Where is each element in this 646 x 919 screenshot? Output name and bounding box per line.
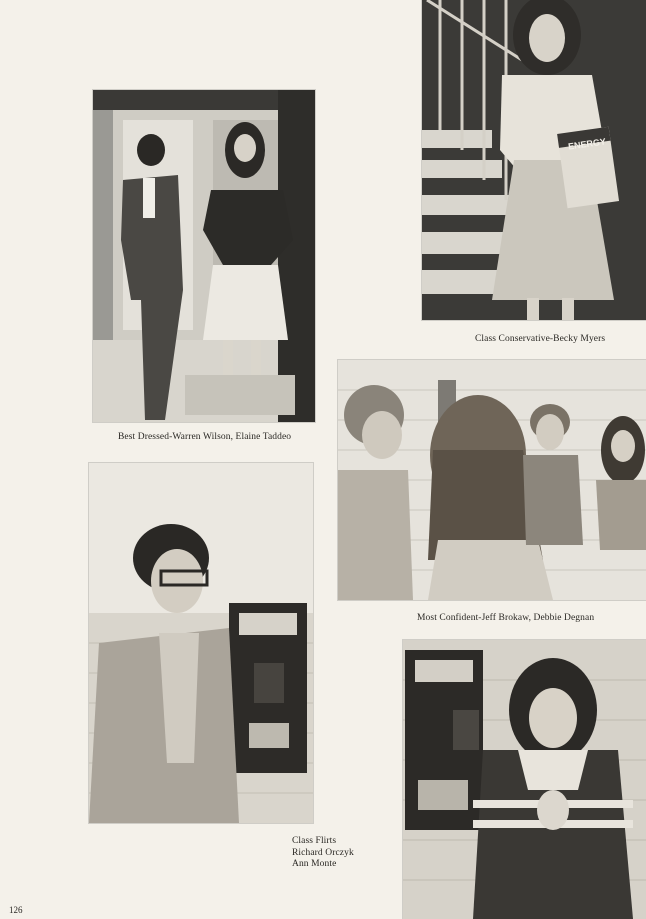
class-flirts-caption-line-3: Ann Monte	[292, 859, 337, 869]
page-number: 126	[9, 905, 23, 915]
class-flirts-caption-line-1: Class Flirts	[292, 836, 337, 846]
best-dressed-illustration	[93, 90, 315, 422]
most-confident-photo	[338, 360, 646, 600]
most-confident-illustration	[338, 360, 646, 600]
best-dressed-caption: Best Dressed-Warren Wilson, Elaine Taddeo	[118, 432, 292, 442]
class-conservative-illustration	[422, 0, 646, 320]
class-conservative-caption: Class Conservative-Becky Myers	[475, 334, 606, 344]
energy-book-title: ENERGY	[567, 136, 607, 152]
class-flirts-richard-photo	[89, 463, 313, 823]
best-dressed-photo	[93, 90, 315, 422]
class-flirts-ann-photo	[403, 640, 646, 919]
most-confident-caption: Most Confident-Jeff Brokaw, Debbie Degnan	[417, 613, 595, 623]
class-conservative-photo	[422, 0, 646, 320]
class-flirts-caption-line-2: Richard Orczyk	[292, 847, 354, 858]
class-flirts-richard-illustration	[89, 463, 313, 823]
class-flirts-ann-illustration	[403, 640, 646, 919]
class-flirts-caption	[292, 836, 354, 871]
